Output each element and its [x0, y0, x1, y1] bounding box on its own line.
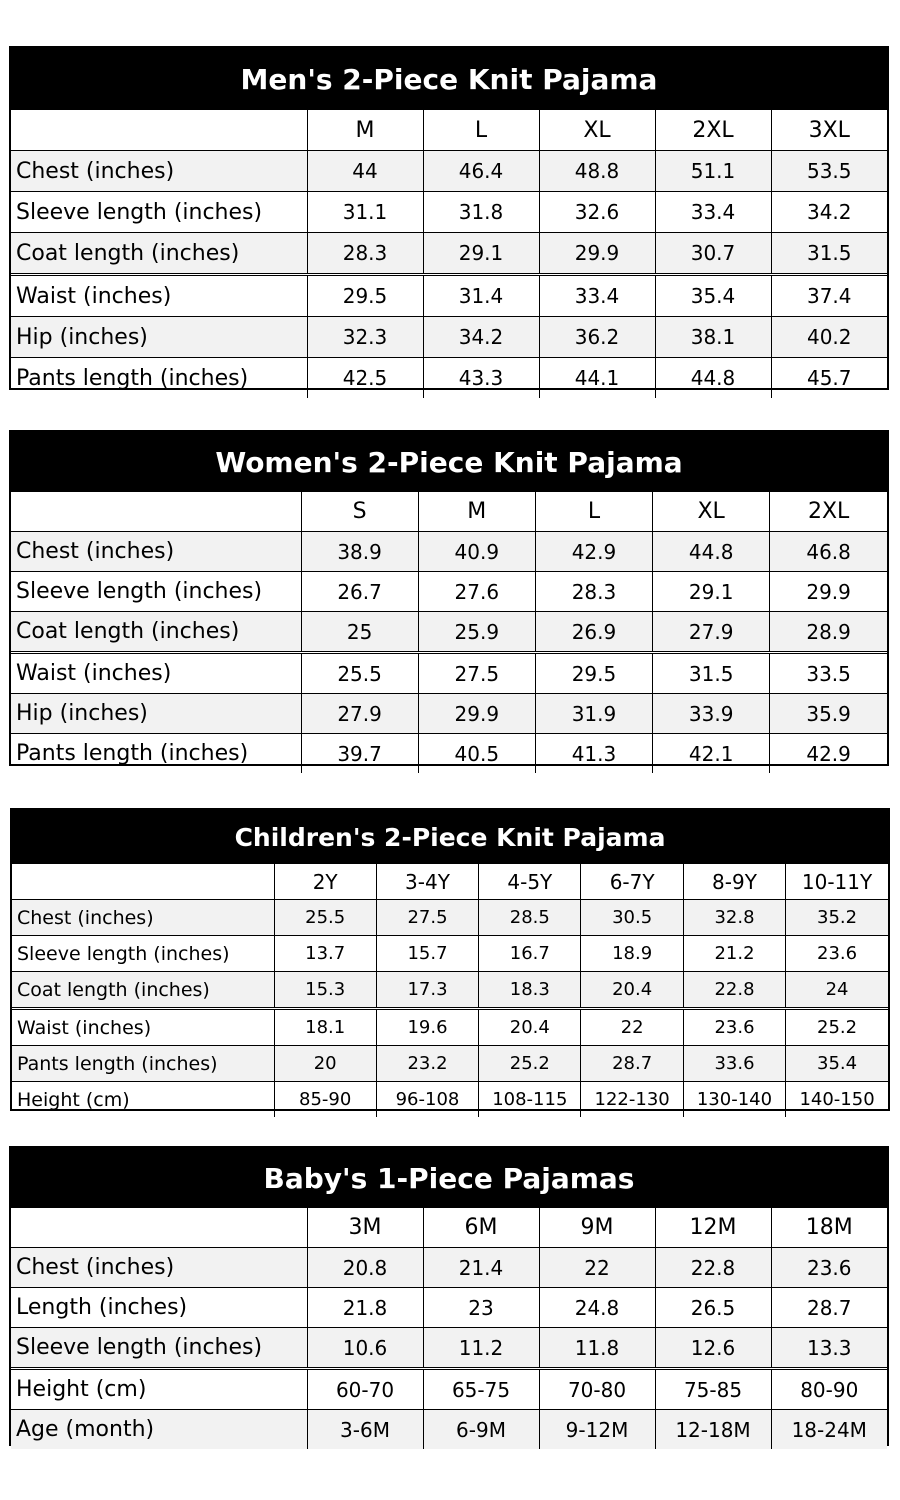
measurement-value: 60-70	[307, 1369, 423, 1410]
size-header-cell: 10-11Y	[786, 864, 888, 900]
measurement-value: 22	[581, 1009, 683, 1046]
measurement-value: 44	[307, 151, 423, 192]
measurement-value: 23	[423, 1288, 539, 1328]
measurement-value: 39.7	[301, 734, 418, 774]
measurement-value: 18-24M	[771, 1410, 887, 1450]
measurement-value: 25	[301, 612, 418, 653]
measurement-value: 25.2	[479, 1046, 581, 1082]
measurement-value: 46.4	[423, 151, 539, 192]
header-blank-cell	[11, 1208, 307, 1248]
measurement-value: 27.9	[301, 694, 418, 734]
measurement-value: 31.5	[771, 233, 887, 275]
size-header-cell: XL	[653, 492, 770, 532]
size-table	[12, 864, 888, 1117]
table-row	[12, 1046, 888, 1082]
measurement-value: 3-6M	[307, 1410, 423, 1450]
measurement-value: 70-80	[539, 1369, 655, 1410]
measurement-value: 32.3	[307, 317, 423, 358]
measurement-label: Waist (inches)	[11, 653, 301, 694]
header-blank-cell	[12, 864, 274, 900]
measurement-label: Height (cm)	[11, 1369, 307, 1410]
measurement-value: 29.9	[539, 233, 655, 275]
measurement-value: 6-9M	[423, 1410, 539, 1450]
measurement-label: Waist (inches)	[12, 1009, 274, 1046]
measurement-value: 51.1	[655, 151, 771, 192]
size-header-cell: 6-7Y	[581, 864, 683, 900]
measurement-value: 23.2	[376, 1046, 478, 1082]
size-header-cell: S	[301, 492, 418, 532]
table-row	[11, 275, 887, 317]
size-header-cell: L	[535, 492, 652, 532]
measurement-label: Sleeve length (inches)	[11, 1328, 307, 1369]
measurement-value: 15.7	[376, 936, 478, 972]
measurement-value: 19.6	[376, 1009, 478, 1046]
mens-size-chart	[9, 46, 889, 390]
size-header-cell: 3-4Y	[376, 864, 478, 900]
measurement-value: 40.9	[418, 532, 535, 572]
measurement-value: 25.5	[301, 653, 418, 694]
measurement-value: 34.2	[423, 317, 539, 358]
measurement-value: 13.3	[771, 1328, 887, 1369]
measurement-value: 30.5	[581, 900, 683, 936]
measurement-value: 35.2	[786, 900, 888, 936]
measurement-value: 33.9	[653, 694, 770, 734]
measurement-value: 42.9	[770, 734, 887, 774]
size-header-cell: 6M	[423, 1208, 539, 1248]
size-header-row	[11, 1208, 887, 1248]
measurement-value: 32.6	[539, 192, 655, 233]
measurement-value: 20.8	[307, 1248, 423, 1288]
measurement-label: Sleeve length (inches)	[11, 192, 307, 233]
measurement-value: 21.4	[423, 1248, 539, 1288]
measurement-value: 28.9	[770, 612, 887, 653]
size-header-cell: M	[307, 110, 423, 151]
table-row	[11, 1410, 887, 1450]
measurement-value: 23.6	[786, 936, 888, 972]
table-row	[11, 653, 887, 694]
measurement-value: 46.8	[770, 532, 887, 572]
measurement-value: 33.4	[655, 192, 771, 233]
measurement-label: Hip (inches)	[11, 317, 307, 358]
measurement-value: 35.9	[770, 694, 887, 734]
table-row	[11, 1369, 887, 1410]
measurement-value: 21.2	[683, 936, 785, 972]
measurement-value: 27.5	[418, 653, 535, 694]
measurement-label: Hip (inches)	[11, 694, 301, 734]
measurement-value: 31.9	[535, 694, 652, 734]
measurement-value: 42.9	[535, 532, 652, 572]
table-row	[11, 192, 887, 233]
measurement-label: Height (cm)	[12, 1082, 274, 1118]
measurement-value: 41.3	[535, 734, 652, 774]
size-header-cell: 3XL	[771, 110, 887, 151]
measurement-label: Chest (inches)	[11, 151, 307, 192]
measurement-label: Sleeve length (inches)	[11, 572, 301, 612]
measurement-value: 53.5	[771, 151, 887, 192]
table-row	[11, 233, 887, 275]
table-row	[11, 734, 887, 774]
measurement-value: 17.3	[376, 972, 478, 1009]
measurement-value: 18.3	[479, 972, 581, 1009]
table-row	[11, 358, 887, 399]
measurement-value: 28.7	[581, 1046, 683, 1082]
measurement-value: 29.9	[418, 694, 535, 734]
table-row	[11, 572, 887, 612]
table-row	[12, 972, 888, 1009]
measurement-value: 85-90	[274, 1082, 376, 1118]
measurement-value: 48.8	[539, 151, 655, 192]
measurement-value: 34.2	[771, 192, 887, 233]
size-header-row	[11, 492, 887, 532]
measurement-value: 65-75	[423, 1369, 539, 1410]
measurement-label: Age (month)	[11, 1410, 307, 1450]
measurement-value: 26.9	[535, 612, 652, 653]
measurement-value: 130-140	[683, 1082, 785, 1118]
chart-title: Children's 2-Piece Knit Pajama	[12, 810, 888, 864]
size-header-cell: 3M	[307, 1208, 423, 1248]
measurement-value: 37.4	[771, 275, 887, 317]
measurement-value: 27.5	[376, 900, 478, 936]
table-row	[11, 151, 887, 192]
measurement-value: 44.1	[539, 358, 655, 399]
measurement-value: 29.9	[770, 572, 887, 612]
table-row	[11, 1288, 887, 1328]
measurement-value: 24.8	[539, 1288, 655, 1328]
measurement-value: 30.7	[655, 233, 771, 275]
measurement-value: 36.2	[539, 317, 655, 358]
measurement-value: 43.3	[423, 358, 539, 399]
measurement-value: 44.8	[655, 358, 771, 399]
measurement-value: 32.8	[683, 900, 785, 936]
measurement-value: 28.7	[771, 1288, 887, 1328]
measurement-value: 45.7	[771, 358, 887, 399]
measurement-value: 42.5	[307, 358, 423, 399]
measurement-value: 33.6	[683, 1046, 785, 1082]
measurement-value: 33.5	[770, 653, 887, 694]
table-row	[11, 612, 887, 653]
measurement-value: 28.5	[479, 900, 581, 936]
size-header-cell: L	[423, 110, 539, 151]
size-header-cell: 2XL	[770, 492, 887, 532]
measurement-value: 40.2	[771, 317, 887, 358]
measurement-value: 22	[539, 1248, 655, 1288]
header-blank-cell	[11, 492, 301, 532]
measurement-label: Chest (inches)	[12, 900, 274, 936]
measurement-label: Length (inches)	[11, 1288, 307, 1328]
table-row	[12, 1009, 888, 1046]
table-row	[12, 1082, 888, 1118]
measurement-value: 28.3	[307, 233, 423, 275]
measurement-label: Coat length (inches)	[11, 233, 307, 275]
table-row	[12, 936, 888, 972]
measurement-value: 29.5	[535, 653, 652, 694]
measurement-value: 29.1	[423, 233, 539, 275]
size-table	[11, 1208, 887, 1449]
size-header-row	[11, 110, 887, 151]
measurement-label: Pants length (inches)	[11, 358, 307, 399]
measurement-value: 75-85	[655, 1369, 771, 1410]
measurement-value: 38.9	[301, 532, 418, 572]
size-header-row	[12, 864, 888, 900]
size-header-cell: 4-5Y	[479, 864, 581, 900]
size-table	[11, 492, 887, 773]
measurement-value: 20.4	[479, 1009, 581, 1046]
measurement-value: 108-115	[479, 1082, 581, 1118]
measurement-value: 22.8	[683, 972, 785, 1009]
babys-size-chart	[9, 1146, 889, 1446]
measurement-value: 10.6	[307, 1328, 423, 1369]
measurement-value: 23.6	[683, 1009, 785, 1046]
header-blank-cell	[11, 110, 307, 151]
size-header-cell: 18M	[771, 1208, 887, 1248]
measurement-label: Waist (inches)	[11, 275, 307, 317]
size-header-cell: 9M	[539, 1208, 655, 1248]
measurement-label: Chest (inches)	[11, 532, 301, 572]
measurement-value: 25.5	[274, 900, 376, 936]
measurement-value: 13.7	[274, 936, 376, 972]
measurement-value: 18.1	[274, 1009, 376, 1046]
measurement-value: 28.3	[535, 572, 652, 612]
measurement-value: 29.5	[307, 275, 423, 317]
measurement-value: 21.8	[307, 1288, 423, 1328]
measurement-value: 22.8	[655, 1248, 771, 1288]
measurement-value: 16.7	[479, 936, 581, 972]
measurement-value: 25.9	[418, 612, 535, 653]
measurement-value: 23.6	[771, 1248, 887, 1288]
size-header-cell: XL	[539, 110, 655, 151]
measurement-value: 96-108	[376, 1082, 478, 1118]
table-row	[11, 317, 887, 358]
measurement-value: 42.1	[653, 734, 770, 774]
measurement-value: 26.7	[301, 572, 418, 612]
measurement-value: 12.6	[655, 1328, 771, 1369]
measurement-value: 29.1	[653, 572, 770, 612]
size-header-cell: 2Y	[274, 864, 376, 900]
measurement-value: 9-12M	[539, 1410, 655, 1450]
measurement-value: 140-150	[786, 1082, 888, 1118]
measurement-value: 122-130	[581, 1082, 683, 1118]
measurement-label: Pants length (inches)	[11, 734, 301, 774]
measurement-value: 11.8	[539, 1328, 655, 1369]
measurement-value: 31.8	[423, 192, 539, 233]
measurement-value: 31.4	[423, 275, 539, 317]
measurement-label: Sleeve length (inches)	[12, 936, 274, 972]
table-row	[11, 694, 887, 734]
measurement-value: 35.4	[786, 1046, 888, 1082]
measurement-value: 35.4	[655, 275, 771, 317]
measurement-value: 24	[786, 972, 888, 1009]
measurement-value: 20.4	[581, 972, 683, 1009]
measurement-value: 80-90	[771, 1369, 887, 1410]
size-header-cell: 2XL	[655, 110, 771, 151]
measurement-value: 33.4	[539, 275, 655, 317]
measurement-value: 40.5	[418, 734, 535, 774]
size-header-cell: 8-9Y	[683, 864, 785, 900]
measurement-value: 38.1	[655, 317, 771, 358]
table-row	[11, 1328, 887, 1369]
measurement-value: 18.9	[581, 936, 683, 972]
table-row	[11, 532, 887, 572]
childrens-size-chart	[10, 808, 890, 1111]
womens-size-chart	[9, 430, 889, 766]
chart-title: Men's 2-Piece Knit Pajama	[11, 48, 887, 110]
measurement-value: 20	[274, 1046, 376, 1082]
table-row	[12, 900, 888, 936]
chart-title: Baby's 1-Piece Pajamas	[11, 1148, 887, 1208]
measurement-label: Coat length (inches)	[12, 972, 274, 1009]
size-table	[11, 110, 887, 398]
measurement-value: 31.1	[307, 192, 423, 233]
measurement-label: Pants length (inches)	[12, 1046, 274, 1082]
table-row	[11, 1248, 887, 1288]
chart-title: Women's 2-Piece Knit Pajama	[11, 432, 887, 492]
size-header-cell: 12M	[655, 1208, 771, 1248]
measurement-value: 31.5	[653, 653, 770, 694]
measurement-label: Coat length (inches)	[11, 612, 301, 653]
measurement-label: Chest (inches)	[11, 1248, 307, 1288]
measurement-value: 26.5	[655, 1288, 771, 1328]
measurement-value: 15.3	[274, 972, 376, 1009]
measurement-value: 12-18M	[655, 1410, 771, 1450]
measurement-value: 44.8	[653, 532, 770, 572]
measurement-value: 27.6	[418, 572, 535, 612]
measurement-value: 11.2	[423, 1328, 539, 1369]
measurement-value: 27.9	[653, 612, 770, 653]
measurement-value: 25.2	[786, 1009, 888, 1046]
size-header-cell: M	[418, 492, 535, 532]
